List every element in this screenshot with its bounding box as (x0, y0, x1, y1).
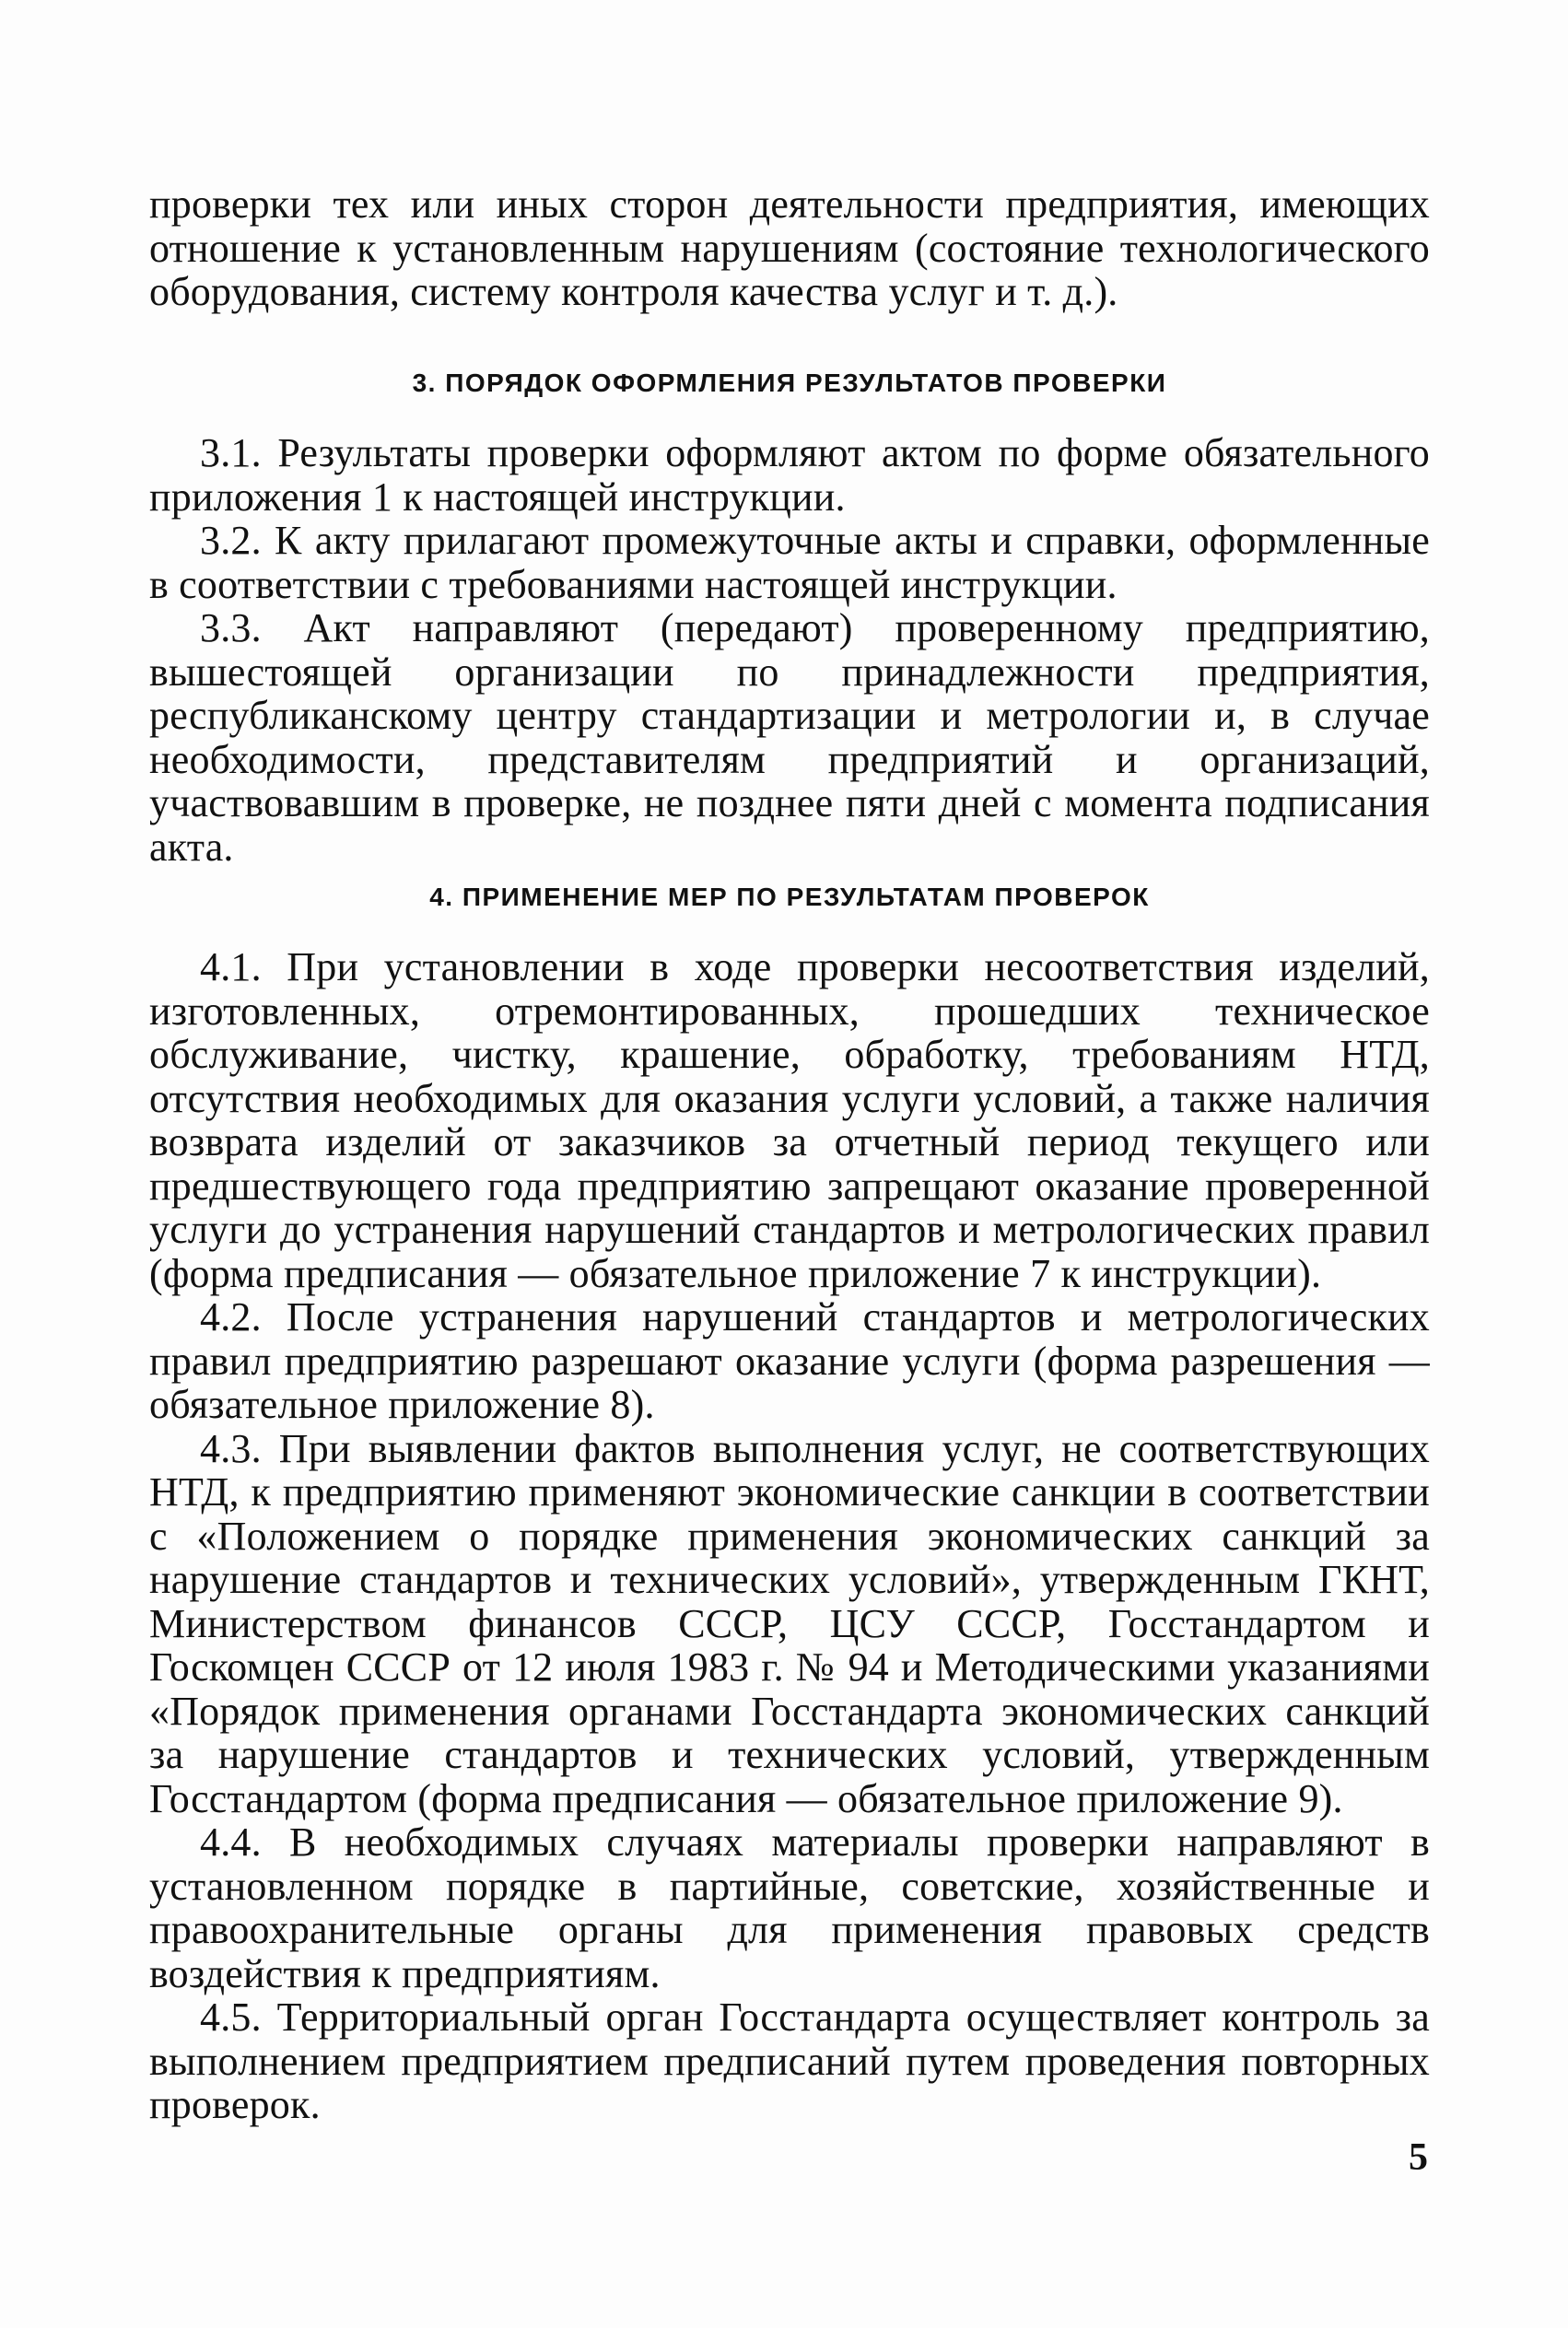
section-3-body (149, 431, 1430, 869)
section-3-heading: 3. ПОРЯДОК ОФОРМЛЕНИЯ РЕЗУЛЬТАТОВ ПРОВЕРКИ (412, 369, 1167, 397)
paragraph-4-1: 4.1. При установлении в ходе проверки несоответствия изделий, изготовленных, отремонтированных, прошедших техническое обслуживание, чистку, крашение, обработку, требованиям НТД, отсутствия необходимых для оказания услуги условий, а также наличия возврата изделий от заказчиков за отчетный период текущего или предшествующего года предприятию запрещают оказание проверенной услуги до устранения нарушений стандартов и метрологических правил (форма предписания — обязательное приложение 7 к инструкции). (149, 944, 1430, 1296)
paragraph-4-2: 4.2. После устранения нарушений стандартов и метрологических правил предприятию разрешают оказание услуги (форма разрешения — обязательное приложение 8). (149, 1294, 1430, 1427)
paragraph-3-3: 3.3. Акт направляют (передают) проверенному предприятию, вышестоящей организации по принадлежности предприятия, республиканскому центру стандартизации и метрологии и, в случае необходимости, представителям предприятий и организаций, участвовавшим в проверке, не позднее пяти дней с момента подписания акта. (149, 605, 1430, 870)
paragraph-4-5: 4.5. Территориальный орган Госстандарта осуществляет контроль за выполнением предприятием предписаний путем проведения повторных проверок. (149, 1995, 1430, 2127)
paragraph-4-3: 4.3. При выявлении фактов выполнения услуг, не соответствующих НТД, к предприятию применяют экономические санкции в соответствии с «Положением о порядке применения экономических санкций за нарушение стандартов и технических условий», утвержденным ГКНТ, Министерством финансов СССР, ЦСУ СССР, Госстандартом и Госкомцен СССР от 12 июля 1983 г. № 94 и Методическими указаниями «Порядок применения органами Госстандарта экономических санкций за нарушение стандартов и технических условий, утвержденным Госстандартом (форма предписания — обязательное приложение 9). (149, 1425, 1430, 1821)
page-number: 5 (1409, 2136, 1428, 2179)
paragraph-3-1: 3.1. Результаты проверки оформляют актом по форме обязательного приложения 1 к настоящей инструкции. (149, 430, 1430, 520)
intro-paragraph: проверки тех или иных сторон деятельности предприятия, имеющих отношение к установленным нарушениям (состояние технологического оборудования, систему контроля качества услуг и т. д.). (149, 181, 1430, 314)
section-4-heading: 4. ПРИМЕНЕНИЕ МЕР ПО РЕЗУЛЬТАТАМ ПРОВЕРОК (429, 883, 1150, 911)
paragraph-3-2: 3.2. К акту прилагают промежуточные акты и справки, оформленные в соответствии с требованиями настоящей инструкции. (149, 518, 1430, 607)
paragraph-4-4: 4.4. В необходимых случаях материалы проверки направляют в установленном порядке в партийные, советские, хозяйственные и правоохранительные органы для применения правовых средств воздействия к предприятиям. (149, 1819, 1430, 1996)
intro-block (149, 182, 1430, 314)
section-4-body (149, 945, 1430, 2127)
